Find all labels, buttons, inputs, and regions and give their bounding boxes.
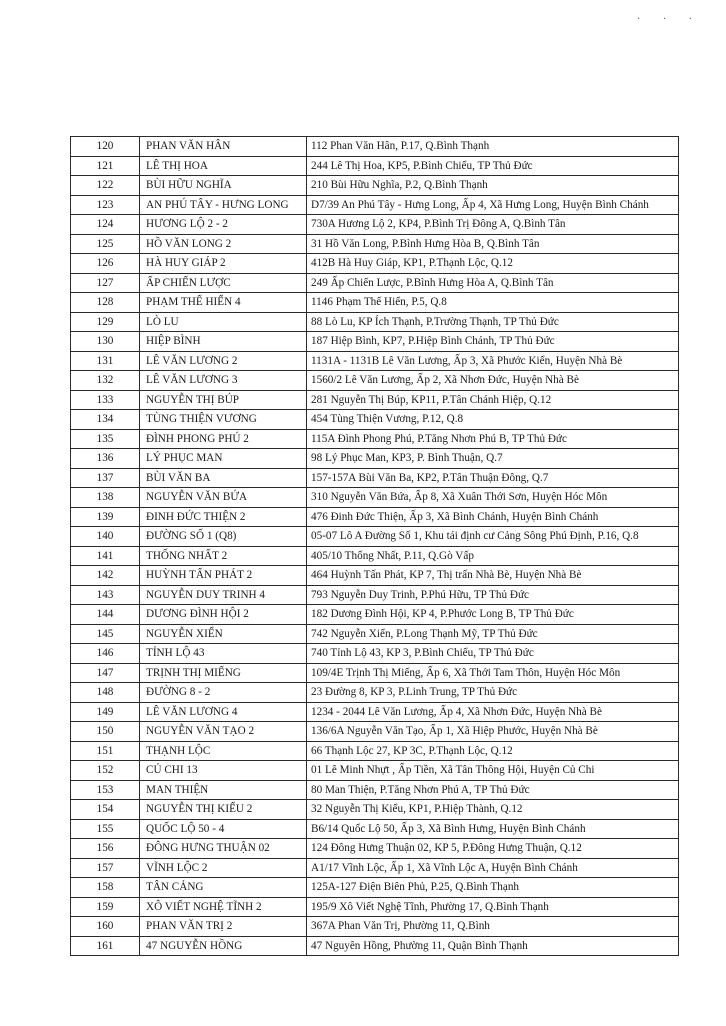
table-row [71,273,679,293]
table-row [71,215,679,235]
store-name: ẤP CHIẾN LƯỢC [140,273,307,293]
store-name: QUỐC LỘ 50 - 4 [140,819,307,839]
row-number: 155 [71,819,140,839]
store-address: 124 Đông Hưng Thuận 02, KP 5, P.Đông Hưng Thuận, Q.12 [307,839,679,859]
row-number: 156 [71,839,140,859]
table-row [71,195,679,215]
store-name: HIỆP BÌNH [140,332,307,352]
store-address: 310 Nguyễn Văn Bứa, Ấp 8, Xã Xuân Thới Sơn, Huyện Hóc Môn [307,488,679,508]
row-number: 138 [71,488,140,508]
store-name: PHẠM THẾ HIỂN 4 [140,293,307,313]
row-number: 130 [71,332,140,352]
store-name: TÂN CẢNG [140,878,307,898]
store-address: 742 Nguyễn Xiển, P.Long Thạnh Mỹ, TP Thủ Đức [307,624,679,644]
table-row [71,839,679,859]
row-number: 148 [71,683,140,703]
table-body [71,137,679,956]
store-name: NGUYỄN VĂN TẠO 2 [140,722,307,742]
row-number: 129 [71,312,140,332]
store-address: 31 Hồ Văn Long, P.Bình Hưng Hòa B, Q.Bình Tân [307,234,679,254]
row-number: 144 [71,605,140,625]
store-name: TÙNG THIỆN VƯƠNG [140,410,307,430]
store-address: 66 Thạnh Lộc 27, KP 3C, P.Thạnh Lộc, Q.12 [307,741,679,761]
store-name: THỐNG NHẤT 2 [140,546,307,566]
row-number: 133 [71,390,140,410]
store-address: D7/39 An Phú Tây - Hưng Long, Ấp 4, Xã Hưng Long, Huyện Bình Chánh [307,195,679,215]
row-number: 140 [71,527,140,547]
store-address: 125A-127 Điện Biên Phủ, P.25, Q.Bình Thạnh [307,878,679,898]
table-row [71,371,679,391]
table-row [71,507,679,527]
store-name: NGUYỄN XIỂN [140,624,307,644]
row-number: 149 [71,702,140,722]
table-row [71,702,679,722]
table-row [71,254,679,274]
table-row [71,176,679,196]
store-name: HƯƠNG LỘ 2 - 2 [140,215,307,235]
table-row [71,858,679,878]
row-number: 151 [71,741,140,761]
store-address: 157-157A Bùi Văn Ba, KP2, P.Tân Thuận Đông, Q.7 [307,468,679,488]
store-address: 249 Ấp Chiến Lược, P.Bình Hưng Hòa A, Q.Bình Tân [307,273,679,293]
table-row [71,624,679,644]
table-row [71,819,679,839]
store-address: 244 Lê Thị Hoa, KP5, P.Bình Chiểu, TP Thủ Đức [307,156,679,176]
row-number: 157 [71,858,140,878]
store-address: 367A Phan Văn Trị, Phường 11, Q.Bình [307,917,679,937]
table-row [71,722,679,742]
row-number: 137 [71,468,140,488]
row-number: 124 [71,215,140,235]
table-row [71,293,679,313]
store-name: BÙI VĂN BA [140,468,307,488]
store-name: AN PHÚ TÂY - HƯNG LONG [140,195,307,215]
store-name: ĐÔNG HƯNG THUẬN 02 [140,839,307,859]
store-name: HÀ HUY GIÁP 2 [140,254,307,274]
row-number: 120 [71,137,140,157]
row-number: 159 [71,897,140,917]
row-number: 126 [71,254,140,274]
store-name: ĐINH ĐỨC THIỆN 2 [140,507,307,527]
table-row [71,429,679,449]
table-row [71,917,679,937]
store-name: LÊ VĂN LƯƠNG 2 [140,351,307,371]
table-row [71,566,679,586]
store-name: VĨNH LỘC 2 [140,858,307,878]
store-name: PHAN VĂN HÂN [140,137,307,157]
table-row [71,585,679,605]
table-row [71,780,679,800]
store-address: 1560/2 Lê Văn Lương, Ấp 2, Xã Nhơn Đức, Huyện Nhà Bè [307,371,679,391]
table-row [71,234,679,254]
store-name: DƯƠNG ĐÌNH HỘI 2 [140,605,307,625]
row-number: 158 [71,878,140,898]
row-number: 139 [71,507,140,527]
store-name: LÊ VĂN LƯƠNG 3 [140,371,307,391]
store-name: PHAN VĂN TRỊ 2 [140,917,307,937]
row-number: 135 [71,429,140,449]
row-number: 143 [71,585,140,605]
table-row [71,527,679,547]
store-address: 115A Đình Phong Phú, P.Tăng Nhơn Phú B, TP Thủ Đức [307,429,679,449]
table-row [71,897,679,917]
store-name: 47 NGUYỄN HỒNG [140,936,307,956]
store-address: 281 Nguyễn Thị Búp, KP11, P.Tân Chánh Hiệp, Q.12 [307,390,679,410]
store-name: ĐÌNH PHONG PHÚ 2 [140,429,307,449]
store-name: TỈNH LỘ 43 [140,644,307,664]
store-address: 730A Hương Lộ 2, KP4, P.Bình Trị Đông A, Q.Bình Tân [307,215,679,235]
store-name: ĐƯỜNG SỐ 1 (Q8) [140,527,307,547]
store-address: 98 Lý Phục Man, KP3, P. Bình Thuận, Q.7 [307,449,679,469]
store-address: 109/4E Trịnh Thị Miếng, Ấp 6, Xã Thới Tam Thôn, Huyện Hóc Môn [307,663,679,683]
row-number: 127 [71,273,140,293]
store-name: LÝ PHỤC MAN [140,449,307,469]
row-number: 128 [71,293,140,313]
store-address: 112 Phan Văn Hân, P.17, Q.Bình Thạnh [307,137,679,157]
row-number: 160 [71,917,140,937]
table-row [71,332,679,352]
row-number: 150 [71,722,140,742]
store-address: 05-07 Lô A Đường Số 1, Khu tái định cư Cảng Sông Phú Định, P.16, Q.8 [307,527,679,547]
store-address: A1/17 Vĩnh Lộc, Ấp 1, Xã Vĩnh Lộc A, Huyện Bình Chánh [307,858,679,878]
row-number: 122 [71,176,140,196]
row-number: 123 [71,195,140,215]
store-address: 32 Nguyễn Thị Kiểu, KP1, P.Hiệp Thành, Q.12 [307,800,679,820]
table-row [71,936,679,956]
row-number: 121 [71,156,140,176]
row-number: 131 [71,351,140,371]
row-number: 147 [71,663,140,683]
store-name: MAN THIỆN [140,780,307,800]
row-number: 153 [71,780,140,800]
corner-marks: · · · [637,14,702,25]
row-number: 136 [71,449,140,469]
table-row [71,137,679,157]
store-name: HUỲNH TẤN PHÁT 2 [140,566,307,586]
store-name: NGUYỄN THỊ BÚP [140,390,307,410]
table-row [71,468,679,488]
store-address: 182 Dương Đình Hội, KP 4, P.Phước Long B, TP Thủ Đức [307,605,679,625]
store-name: LÒ LU [140,312,307,332]
table-row [71,156,679,176]
table-row [71,683,679,703]
store-name: ĐƯỜNG 8 - 2 [140,683,307,703]
table-row [71,605,679,625]
store-name: NGUYỄN THỊ KIỂU 2 [140,800,307,820]
row-number: 145 [71,624,140,644]
store-name: NGUYỄN DUY TRINH 4 [140,585,307,605]
store-name: TRỊNH THỊ MIẾNG [140,663,307,683]
table-row [71,663,679,683]
store-address: 464 Huỳnh Tấn Phát, KP 7, Thị trấn Nhà Bè, Huyện Nhà Bè [307,566,679,586]
store-name: THẠNH LỘC [140,741,307,761]
table-row [71,644,679,664]
table-row [71,351,679,371]
store-address: 01 Lê Minh Nhựt , Ấp Tiền, Xã Tân Thông Hội, Huyện Củ Chi [307,761,679,781]
store-address: 136/6A Nguyễn Văn Tạo, Ấp 1, Xã Hiệp Phước, Huyện Nhà Bè [307,722,679,742]
store-name: LÊ VĂN LƯƠNG 4 [140,702,307,722]
store-address: 1234 - 2044 Lê Văn Lương, Ấp 4, Xã Nhơn Đức, Huyện Nhà Bè [307,702,679,722]
table-row [71,546,679,566]
row-number: 154 [71,800,140,820]
table-row [71,488,679,508]
store-name: NGUYỄN VĂN BỨA [140,488,307,508]
store-address: 195/9 Xô Viết Nghệ Tĩnh, Phường 17, Q.Bình Thạnh [307,897,679,917]
store-address: 187 Hiệp Bình, KP7, P.Hiệp Bình Chánh, TP Thủ Đức [307,332,679,352]
store-name: CỦ CHI 13 [140,761,307,781]
row-number: 146 [71,644,140,664]
row-number: 161 [71,936,140,956]
table-row [71,761,679,781]
store-name: LÊ THỊ HOA [140,156,307,176]
store-address: 1146 Phạm Thế Hiển, P.5, Q.8 [307,293,679,313]
row-number: 141 [71,546,140,566]
store-address: 740 Tỉnh Lộ 43, KP 3, P.Bình Chiểu, TP Thủ Đức [307,644,679,664]
row-number: 134 [71,410,140,430]
table-row [71,741,679,761]
store-name: HỒ VĂN LONG 2 [140,234,307,254]
table-row [71,390,679,410]
table-row [71,312,679,332]
store-address: 210 Bùi Hữu Nghĩa, P.2, Q.Bình Thạnh [307,176,679,196]
store-address: 793 Nguyễn Duy Trinh, P.Phú Hữu, TP Thủ Đức [307,585,679,605]
row-number: 152 [71,761,140,781]
store-address: 23 Đường 8, KP 3, P.Linh Trung, TP Thủ Đức [307,683,679,703]
store-address: 1131A - 1131B Lê Văn Lương, Ấp 3, Xã Phước Kiển, Huyện Nhà Bè [307,351,679,371]
row-number: 142 [71,566,140,586]
table-row [71,410,679,430]
store-address: 454 Tùng Thiện Vương, P.12, Q.8 [307,410,679,430]
store-address: 412B Hà Huy Giáp, KP1, P.Thạnh Lộc, Q.12 [307,254,679,274]
store-address: 80 Man Thiện, P.Tăng Nhơn Phú A, TP Thủ Đức [307,780,679,800]
store-address: B6/14 Quốc Lộ 50, Ấp 3, Xã Bình Hưng, Huyện Bình Chánh [307,819,679,839]
table-row [71,449,679,469]
row-number: 132 [71,371,140,391]
store-address: 405/10 Thống Nhất, P.11, Q.Gò Vấp [307,546,679,566]
table-row [71,878,679,898]
store-address-table [70,136,679,956]
store-name: XÔ VIẾT NGHỆ TĨNH 2 [140,897,307,917]
table-row [71,800,679,820]
row-number: 125 [71,234,140,254]
store-address: 47 Nguyên Hồng, Phường 11, Quận Bình Thạnh [307,936,679,956]
store-name: BÙI HỮU NGHĨA [140,176,307,196]
store-address: 476 Đinh Đức Thiện, Ấp 3, Xã Bình Chánh, Huyện Bình Chánh [307,507,679,527]
store-address: 88 Lò Lu, KP Ích Thạnh, P.Trường Thạnh, TP Thủ Đức [307,312,679,332]
